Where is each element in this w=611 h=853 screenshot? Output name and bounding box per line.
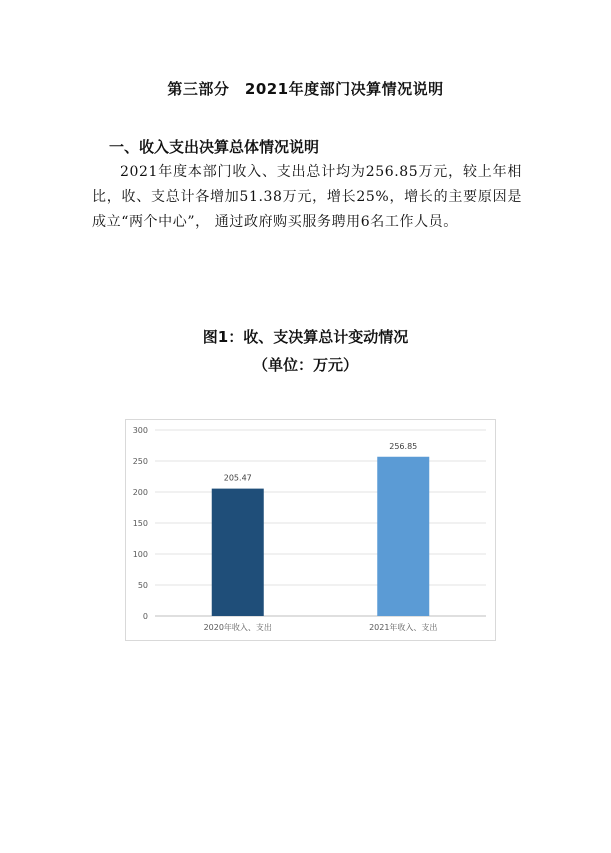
- section-heading: 一、收入支出决算总体情况说明: [109, 138, 320, 156]
- y-tick-label: 300: [132, 426, 148, 435]
- y-tick-label: 150: [132, 519, 148, 528]
- y-tick-label: 50: [137, 581, 148, 590]
- y-tick-label: 200: [132, 488, 148, 497]
- body-paragraph: 2021年度本部门收入、支出总计均为256.85万元，较上年相比，收、支总计各增加51.38万元，增长25%，增长的主要原因是成立“两个中心”， 通过政府购买服务聘用6名工作人员。: [92, 164, 522, 230]
- bar: [377, 457, 429, 616]
- x-tick-label: 2020年收入、支出: [203, 623, 272, 632]
- y-tick-label: 0: [142, 612, 148, 621]
- y-tick-label: 250: [132, 457, 148, 466]
- x-tick-label: 2021年收入、支出: [369, 623, 438, 632]
- bar: [212, 489, 264, 616]
- page-title: 第三部分 2021年度部门决算情况说明: [167, 80, 444, 98]
- figure-unit: （单位：万元）: [252, 356, 358, 374]
- data-label: 205.47: [223, 473, 252, 483]
- bar-chart: [125, 419, 496, 641]
- y-tick-label: 100: [132, 550, 148, 559]
- chart-canvas: [126, 420, 497, 642]
- data-label: 256.85: [389, 441, 418, 451]
- figure-title: 图1：收、支决算总计变动情况: [202, 328, 409, 346]
